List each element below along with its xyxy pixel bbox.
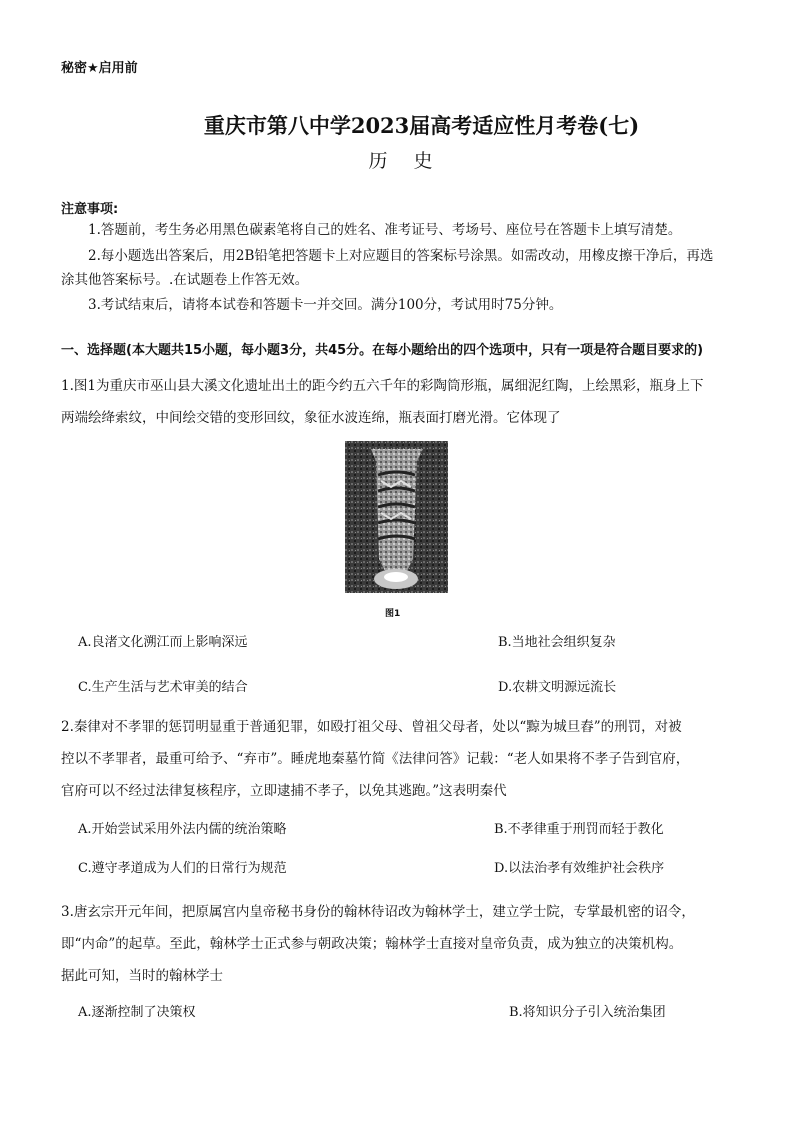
question-3-option-a: A.逐渐控制了决策权	[78, 1005, 196, 1020]
question-3-line-3: 据此可知，当时的翰林学士	[61, 968, 223, 984]
confidential-label: 秘密★启用前	[61, 61, 138, 76]
question-2-option-d: D.以法治孝有效维护社会秩序	[494, 861, 665, 876]
question-1-option-a: A.良渚文化溯江而上影响深远	[78, 635, 248, 650]
note-item-3: 3.考试结束后，请将本试卷和答题卡一并交回。满分100分，考试用时75分钟。	[88, 297, 563, 313]
subject-title: 历史	[368, 150, 459, 172]
question-3-line-1: 3.唐玄宗开元年间，把原属宫内皇帝秘书身份的翰林待诏改为翰林学士，建立学士院，专掌最机密的诏令，	[61, 904, 695, 920]
question-2-option-a: A.开始尝试采用外法内儒的统治策略	[78, 822, 287, 837]
notes-heading: 注意事项:	[61, 202, 119, 217]
question-3-line-2: 即“内命”的起草。至此，翰林学士正式参与朝政决策；翰林学士直接对皇帝负责，成为独立的决策机构。	[61, 936, 683, 952]
question-2-line-3: 官府可以不经过法律复核程序，立即逮捕不孝子，以免其逃跑。”这表明秦代	[61, 783, 507, 799]
question-2-line-2: 控以不孝罪者，最重可给予、“弃市”。睡虎地秦墓竹简《法律问答》记载：“老人如果将不孝子告到官府，	[61, 751, 690, 767]
question-2-line-1: 2.秦律对不孝罪的惩罚明显重于普通犯罪，如殴打祖父母、曾祖父母者，处以“黥为城旦舂”的刑罚，对被	[61, 719, 682, 735]
question-1-option-d: D.农耕文明源远流长	[498, 680, 617, 695]
question-3-option-b: B.将知识分子引入统治集团	[509, 1005, 666, 1020]
painted-pottery-vase-image	[345, 441, 448, 593]
question-1-line-1: 1.图1为重庆市巫山县大溪文化遗址出土的距今约五六千年的彩陶筒形瓶，属细泥红陶，上绘黑彩，瓶身上下	[61, 378, 704, 394]
note-item-2-line-1: 2.每小题选出答案后，用2B铅笔把答题卡上对应题目的答案标号涂黑。如需改动，用橡皮擦干净后，再选	[88, 248, 714, 264]
question-1-option-b: B.当地社会组织复杂	[498, 635, 616, 650]
note-item-1: 1.答题前，考生务必用黑色碳素笔将自己的姓名、准考证号、考场号、座位号在答题卡上填写清楚。	[88, 222, 682, 238]
question-1-line-2: 两端绘绛索纹，中间绘交错的变形回纹，象征水波连绵，瓶表面打磨光滑。它体现了	[61, 410, 561, 426]
exam-title: 重庆市第八中学2023届高考适应性月考卷(七)	[203, 113, 640, 138]
note-item-2-line-2: 涂其他答案标号。.在试题卷上作答无效。	[61, 272, 309, 288]
question-2-option-c: C.遵守孝道成为人们的日常行为规范	[78, 861, 287, 876]
figure-1-caption: 图1	[385, 609, 401, 619]
question-1-option-c: C.生产生活与艺术审美的结合	[78, 680, 248, 695]
section-heading: 一、选择题(本大题共15小题，每小题3分，共45分。在每小题给出的四个选项中，只有一项是符合题目要求的)	[61, 343, 704, 358]
question-2-option-b: B.不孝律重于刑罚而轻于教化	[494, 822, 664, 837]
